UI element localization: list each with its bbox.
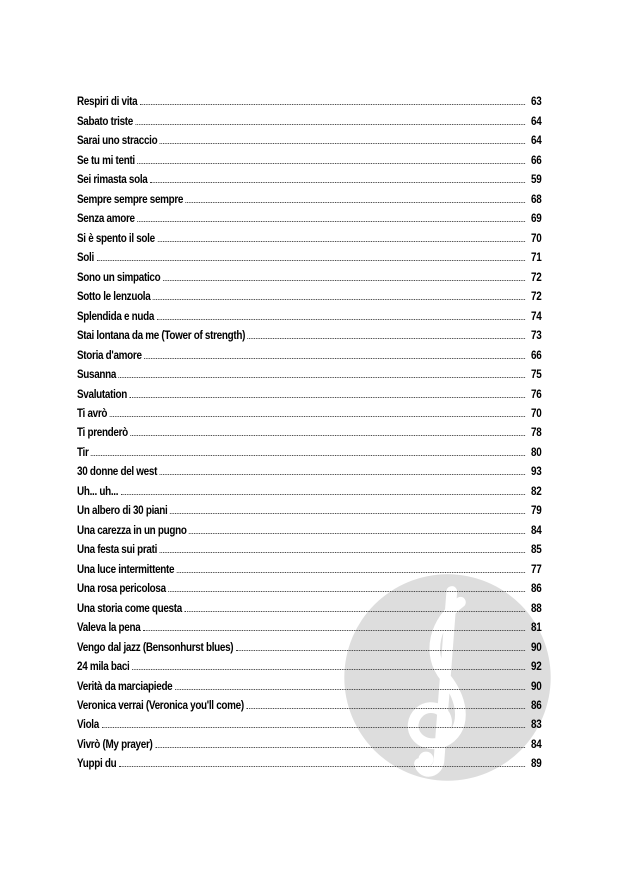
toc-entry-page-number: 73: [530, 330, 542, 343]
toc-entry-page-number: 79: [530, 505, 542, 518]
toc-entry-page-number: 66: [530, 154, 542, 167]
toc-entry-page-number: 90: [530, 680, 542, 693]
toc-entry: [77, 401, 541, 420]
toc-entry-title: Veronica verrai (Veronica you'll come): [77, 700, 244, 712]
toc-entry-page-number: 63: [530, 96, 542, 109]
toc-entry-page-number: 85: [530, 544, 542, 557]
dot-leader: [246, 707, 525, 709]
toc-entry: [77, 576, 541, 595]
dot-leader: [157, 240, 525, 242]
toc-entry-title: Sarai uno straccio: [77, 135, 158, 148]
toc-entry-title: Svalutation: [77, 388, 128, 401]
toc-entry-page-number: 82: [530, 485, 542, 498]
toc-entry: [77, 654, 541, 673]
toc-entry-title: Se tu mi tenti: [77, 154, 135, 167]
toc-entry: [77, 167, 541, 186]
dot-leader: [121, 493, 525, 495]
toc-entry: [77, 381, 541, 400]
dot-leader: [143, 629, 525, 631]
toc-entry-page-number: 77: [530, 563, 542, 576]
toc-entry: [77, 303, 541, 322]
toc-entry-title: Senza amore: [77, 213, 135, 226]
dot-leader: [236, 649, 525, 651]
toc-entry: [77, 245, 541, 264]
toc-entry-page-number: 70: [530, 407, 542, 420]
toc-entry-title: Verità da marciapiede: [77, 680, 173, 693]
toc-entry-title: Sono un simpatico: [77, 271, 161, 284]
toc-entry-page-number: 72: [530, 271, 542, 284]
dot-leader: [137, 162, 525, 164]
toc-entry: [77, 693, 541, 712]
toc-entry: [77, 478, 541, 497]
toc-entry-title: Vengo dal jazz (Bensonhurst blues): [77, 641, 234, 654]
toc-entry-page-number: 76: [530, 388, 542, 401]
toc-entry-title: Stai lontana da me (Tower of strength): [77, 330, 246, 343]
toc-entry: [77, 147, 541, 166]
toc-entry: [77, 186, 541, 205]
toc-entry: [77, 498, 541, 517]
dot-leader: [175, 688, 525, 690]
toc-entry-title: Valeva la pena: [77, 622, 141, 635]
toc-entry: [77, 712, 541, 731]
toc-entry: [77, 323, 541, 342]
toc-entry-title: 24 mila baci: [77, 661, 130, 674]
toc-entry-page-number: 89: [530, 758, 542, 771]
toc-entry-title: 30 donne del west: [77, 466, 158, 479]
dot-leader: [130, 434, 525, 436]
toc-entry: [77, 206, 541, 225]
toc-entry-title: Viola: [77, 719, 99, 732]
dot-leader: [170, 512, 525, 514]
toc-entry-page-number: 92: [530, 661, 542, 674]
dot-leader: [185, 610, 526, 612]
dot-leader: [137, 220, 525, 222]
toc-entry: [77, 420, 541, 439]
dot-leader: [102, 726, 526, 728]
toc-entry-page-number: 68: [530, 193, 542, 206]
dot-leader: [132, 668, 525, 670]
dot-leader: [130, 396, 525, 398]
toc-entry-page-number: 86: [530, 700, 542, 712]
dot-leader: [97, 259, 526, 261]
toc-entry-page-number: 86: [530, 583, 542, 596]
toc-entry-title: Uh... uh...: [77, 485, 119, 498]
dot-leader: [119, 376, 525, 378]
toc-entry-title: Una carezza in un pugno: [77, 524, 187, 537]
toc-entry-title: Sotto le lenzuola: [77, 291, 151, 304]
dot-leader: [160, 473, 525, 475]
dot-leader: [144, 357, 525, 359]
toc-entry: [77, 264, 541, 283]
toc-entry: [77, 751, 541, 770]
toc-entry-page-number: 83: [530, 719, 542, 732]
dot-leader: [150, 181, 525, 183]
dot-leader: [160, 551, 525, 553]
dot-leader: [163, 279, 525, 281]
toc-entry-title: Ti avrò: [77, 407, 108, 420]
dot-leader: [189, 532, 525, 534]
toc-entry-title: Sempre sempre sempre: [77, 193, 184, 206]
dot-leader: [177, 571, 525, 573]
toc-entry-page-number: 64: [530, 135, 542, 148]
dot-leader: [155, 746, 525, 748]
toc-entry-title: Splendida e nuda: [77, 310, 155, 323]
toc-entry: [77, 595, 541, 614]
toc-entry-page-number: 75: [530, 369, 542, 382]
dot-leader: [140, 103, 525, 105]
toc-entry-title: Ti prenderò: [77, 427, 128, 440]
toc-entry-title: Una storia come questa: [77, 602, 182, 615]
toc-entry-title: Una festa sui prati: [77, 544, 158, 557]
toc-entry: [77, 556, 541, 575]
toc-entry: [77, 108, 541, 127]
toc-entry-page-number: 93: [530, 466, 542, 479]
toc-entry-title: Tir: [77, 446, 89, 459]
toc-entry-page-number: 69: [530, 213, 542, 226]
toc-entry: [77, 634, 541, 653]
dot-leader: [136, 123, 525, 125]
toc-entry: [77, 517, 541, 536]
toc-entry: [77, 225, 541, 244]
toc-entry-page-number: 84: [530, 524, 542, 537]
toc-entry: [77, 342, 541, 361]
toc-entry-title: Una luce intermittente: [77, 563, 175, 576]
toc-entry: [77, 362, 541, 381]
toc-entry-page-number: 66: [530, 349, 542, 362]
toc-entry-title: Sei rimasta sola: [77, 174, 148, 187]
dot-leader: [153, 298, 525, 300]
toc-entry-page-number: 64: [530, 115, 542, 128]
toc-entry-page-number: 88: [530, 602, 542, 615]
toc-entry-page-number: 72: [530, 291, 542, 304]
toc-entry-page-number: 78: [530, 427, 542, 440]
dot-leader: [110, 415, 525, 417]
toc-entry-page-number: 80: [530, 446, 542, 459]
dot-leader: [119, 765, 525, 767]
toc-entry: [77, 89, 541, 108]
toc-entry: [77, 615, 541, 634]
toc-entry-title: Un albero di 30 piani: [77, 505, 168, 518]
dot-leader: [157, 318, 525, 320]
toc-entry-page-number: 59: [530, 174, 542, 187]
toc-entry-title: Soli: [77, 252, 94, 265]
toc-entry: [77, 537, 541, 556]
dot-leader: [248, 337, 525, 339]
toc-entry-page-number: 81: [530, 622, 542, 635]
toc-entry-title: Yuppi du: [77, 758, 117, 771]
toc-entry-page-number: 70: [530, 232, 542, 245]
dot-leader: [168, 590, 525, 592]
toc-entry-page-number: 71: [530, 252, 542, 265]
toc-entry: [77, 673, 541, 692]
toc-entry-page-number: 74: [530, 310, 542, 323]
toc-entry-page-number: 90: [530, 641, 542, 654]
toc-entry-title: Susanna: [77, 369, 117, 382]
toc-entry-title: Respiri di vita: [77, 96, 138, 109]
table-of-contents: [77, 89, 541, 770]
toc-entry: [77, 731, 541, 750]
toc-entry: [77, 128, 541, 147]
toc-entry-title: Si è spento il sole: [77, 232, 155, 245]
toc-entry-title: Storia d'amore: [77, 349, 142, 362]
toc-entry: [77, 439, 541, 458]
toc-entry-title: Una rosa pericolosa: [77, 583, 166, 596]
dot-leader: [186, 201, 525, 203]
toc-entry: [77, 459, 541, 478]
toc-entry-title: Vivrò (My prayer): [77, 738, 153, 751]
dot-leader: [160, 142, 525, 144]
dot-leader: [91, 454, 525, 456]
toc-entry-page-number: 84: [530, 738, 542, 751]
toc-entry: [77, 284, 541, 303]
toc-entry-title: Sabato triste: [77, 115, 133, 128]
